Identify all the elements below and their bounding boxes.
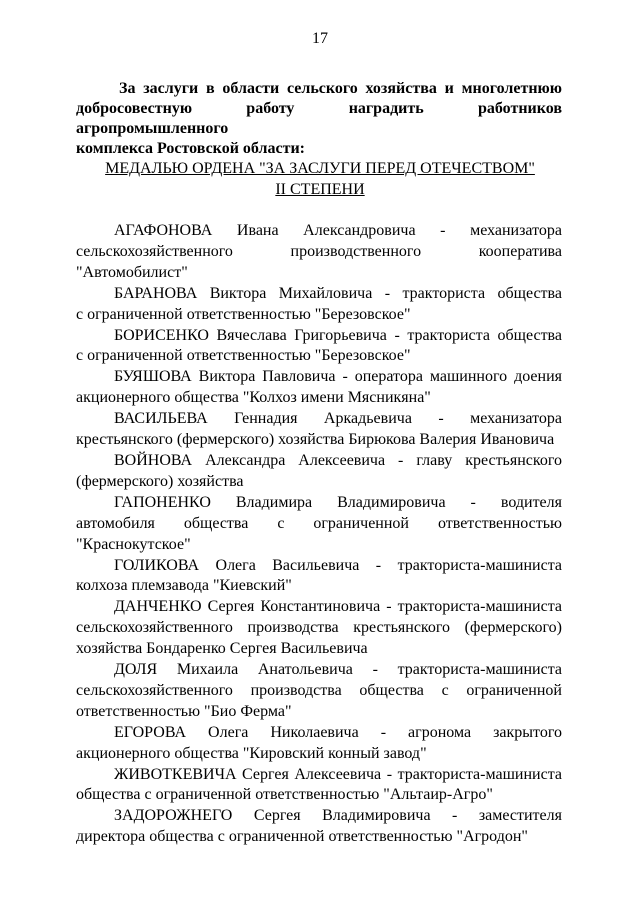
medal-heading-line: МЕДАЛЬЮ ОРДЕНА "ЗА ЗАСЛУГИ ПЕРЕД ОТЕЧЕСТВОМ" (105, 160, 535, 177)
medal-heading (0, 158, 640, 200)
awardee-line: с ограниченной ответственностью "Березовское" (76, 347, 411, 365)
awardee-line: БАРАНОВА Виктора Михайловича - тракториста общества (114, 284, 562, 302)
awardee-line: "Автомобилист" (76, 263, 188, 281)
awardee-entry (76, 284, 562, 326)
awardee-line: ВАСИЛЬЕВА Геннадия Аркадьевича - механизатора (114, 410, 562, 428)
awardee-entry (76, 451, 562, 493)
awardee-line: ЖИВОТКЕВИЧА Сергея Алексеевича - тракториста-машиниста (114, 765, 562, 783)
intro-line: За заслуги в области сельского хозяйства и многолетнюю (119, 80, 562, 97)
intro-line: добросовестную работу наградить работников агропромышленного (76, 100, 562, 137)
awardee-line: колхоза племзавода "Киевский" (76, 577, 292, 595)
awardee-line: автомобиля общества с ограниченной ответственностью (76, 514, 562, 532)
awardee-entry (76, 409, 562, 451)
awardee-entry (76, 597, 562, 660)
awardee-line: ВОЙНОВА Александра Алексеевича - главу крестьянского (114, 451, 562, 469)
awardee-entry (76, 221, 562, 284)
awardee-line: крестьянского (фермерского) хозяйства Бирюкова Валерия Ивановича (76, 431, 555, 449)
awardee-line: ДОЛЯ Михаила Анатольевича - тракториста-машиниста (114, 661, 562, 679)
awardee-line: БУЯШОВА Виктора Павловича - оператора машинного доения (114, 368, 562, 386)
awardee-entry (76, 660, 562, 723)
awardee-entry (76, 806, 562, 848)
awardee-line: (фермерского) хозяйства (76, 472, 244, 490)
awardee-list (76, 221, 562, 848)
awardee-line: хозяйства Бондаренко Сергея Васильевича (76, 640, 368, 658)
awardee-line: сельскохозяйственного производственного кооператива (76, 242, 562, 260)
awardee-line: "Краснокутское" (76, 535, 191, 553)
awardee-line: ДАНЧЕНКО Сергея Константиновича - тракториста-машиниста (114, 598, 562, 616)
awardee-line: ГОЛИКОВА Олега Васильевича - тракториста-машиниста (114, 556, 562, 574)
awardee-line: директора общества с ограниченной ответственностью "Агродон" (76, 828, 528, 846)
awardee-line: сельскохозяйственного производства крестьянского (фермерского) (76, 619, 562, 637)
awardee-entry (76, 765, 562, 807)
awardee-line: сельскохозяйственного производства общества с ограниченной (76, 681, 562, 699)
awardee-line: ЗАДОРОЖНЕГО Сергея Владимировича - заместителя (114, 807, 562, 825)
awardee-entry (76, 326, 562, 368)
awardee-line: АГАФОНОВА Ивана Александровича - механизатора (114, 222, 562, 239)
awardee-entry (76, 556, 562, 598)
awardee-entry (76, 367, 562, 409)
awardee-entry (76, 493, 562, 556)
awardee-line: акционерного общества "Колхоз имени Мясникяна" (76, 389, 431, 407)
awardee-entry (76, 723, 562, 765)
medal-heading-line: II СТЕПЕНИ (275, 181, 365, 198)
awardee-line: ЕГОРОВА Олега Николаевича - агронома закрытого (114, 723, 562, 741)
page-number: 17 (312, 30, 328, 47)
awardee-line: ответственностью "Био Ферма" (76, 702, 292, 720)
awardee-line: ГАПОНЕНКО Владимира Владимировича - водителя (114, 493, 562, 511)
intro-line: комплекса Ростовской области: (76, 140, 305, 157)
awardee-line: БОРИСЕНКО Вячеслава Григорьевича - тракториста общества (114, 326, 562, 344)
awardee-line: акционерного общества "Кировский конный завод" (76, 744, 427, 762)
award-intro-paragraph (76, 79, 562, 159)
awardee-line: общества с ограниченной ответственностью "Альтаир-Агро" (76, 786, 493, 804)
awardee-line: с ограниченной ответственностью "Березовское" (76, 305, 411, 323)
